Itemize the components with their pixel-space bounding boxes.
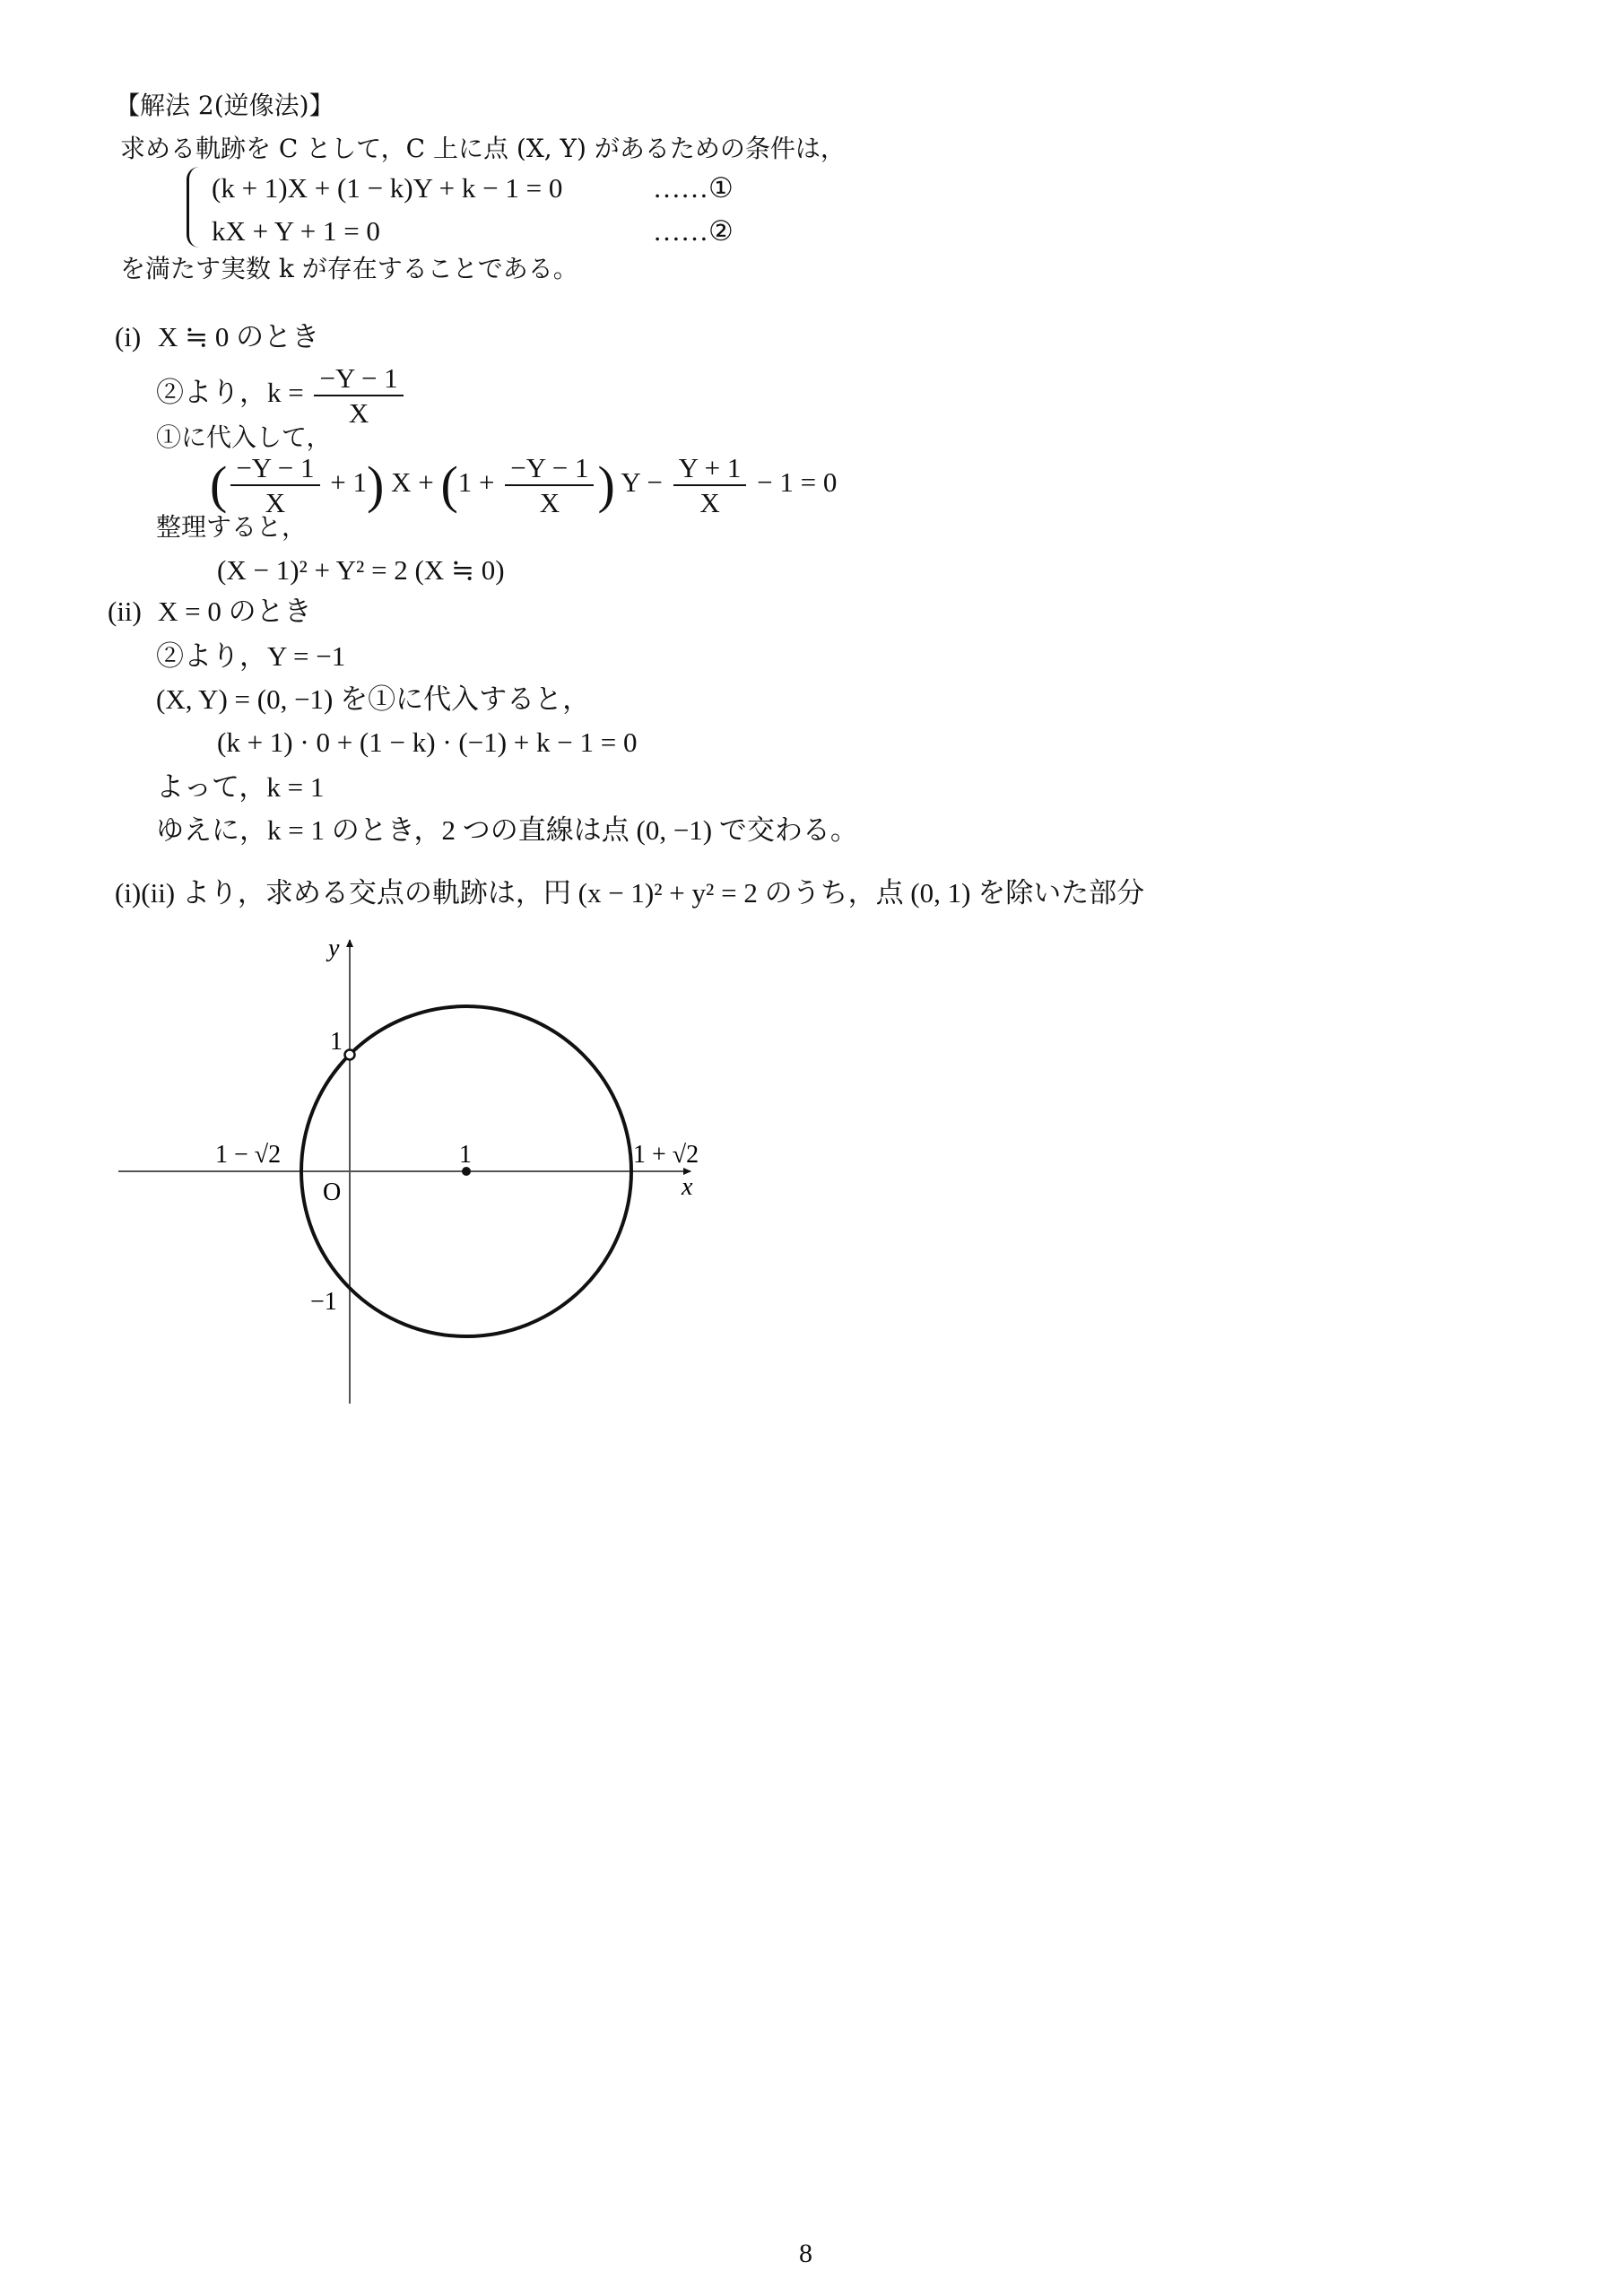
case-1-substitute-text: ①に代入して， (156, 422, 332, 452)
equation-1-tag: ……① (653, 172, 734, 204)
x-tick-1-minus-sqrt2-label: 1 − √2 (215, 1141, 282, 1169)
x-tick-1-label: 1 (459, 1141, 472, 1169)
case-2-equation: (k + 1) · 0 + (1 − k) · (−1) + k − 1 = 0 (217, 726, 638, 758)
case-1-k-prefix: ②より，k = (156, 377, 304, 409)
existence-condition-text: を満たす実数 k が存在することである。 (120, 254, 578, 283)
case-2-conclusion: ゆえに，k = 1 のとき，2 つの直線は点 (0, −1) で交わる。 (156, 814, 858, 846)
fraction-c-denominator: X (699, 487, 720, 518)
page-number: 8 (799, 2239, 812, 2268)
equation-2-tag: ……② (653, 215, 734, 247)
section-title: 【解法 2(逆像法)】 (115, 91, 334, 120)
fraction-b-denominator: X (539, 487, 560, 518)
origin-label: O (323, 1178, 342, 1206)
k-fraction-denominator: X (348, 397, 369, 429)
expr-middle: X + (391, 466, 434, 499)
case-1-simplify-text: 整理すると， (156, 512, 308, 542)
equation-1: (k + 1)X + (1 − k)Y + k − 1 = 0 (212, 172, 563, 204)
y-axis-label: y (328, 935, 340, 962)
fraction-a-numerator: −Y − 1 (230, 454, 319, 486)
expr-b-head: 1 + (457, 466, 495, 499)
fraction-c-numerator: Y + 1 (673, 454, 747, 486)
k-fraction-numerator: −Y − 1 (314, 364, 403, 396)
fraction-a-tail: + 1 (330, 466, 368, 499)
equation-2: kX + Y + 1 = 0 (212, 215, 380, 247)
y-tick-minus1-label: −1 (310, 1288, 337, 1316)
x-axis-label: x (682, 1173, 693, 1201)
excluded-point (345, 1050, 355, 1060)
case-2-k-value: よって，k = 1 (156, 771, 325, 803)
left-paren: ( (440, 456, 458, 514)
right-paren: ) (367, 456, 385, 514)
intro-condition-text: 求める軌跡を C として，C 上に点 (X, Y) があるための条件は， (120, 134, 846, 163)
fraction-a-denominator: X (265, 487, 286, 518)
case-1-result: (X − 1)² + Y² = 2 (X ≒ 0) (217, 554, 505, 586)
fraction-b-numerator: −Y − 1 (505, 454, 594, 486)
x-tick-1-plus-sqrt2-label: 1 + √2 (633, 1141, 699, 1169)
case-2-label: (ii) (108, 596, 142, 627)
y-tick-1-label: 1 (330, 1028, 343, 1056)
case-2-condition: X = 0 のとき (158, 596, 312, 627)
right-paren: ) (597, 456, 615, 514)
case-2-substitute-text: (X, Y) = (0, −1) を①に代入すると， (156, 683, 591, 715)
final-conclusion: (i)(ii) より，求める交点の軌跡は，円 (x − 1)² + y² = 2 のうち，点 (0, 1) を除いた部分 (115, 877, 1145, 909)
left-paren: ( (210, 456, 228, 514)
case-1-condition: X ≒ 0 のとき (158, 321, 320, 352)
expr-end: − 1 = 0 (757, 466, 838, 499)
case-2-y-value: ②より，Y = −1 (156, 640, 346, 672)
expr-after-b: Y − (621, 466, 663, 499)
case-1-label: (i) (115, 321, 142, 352)
